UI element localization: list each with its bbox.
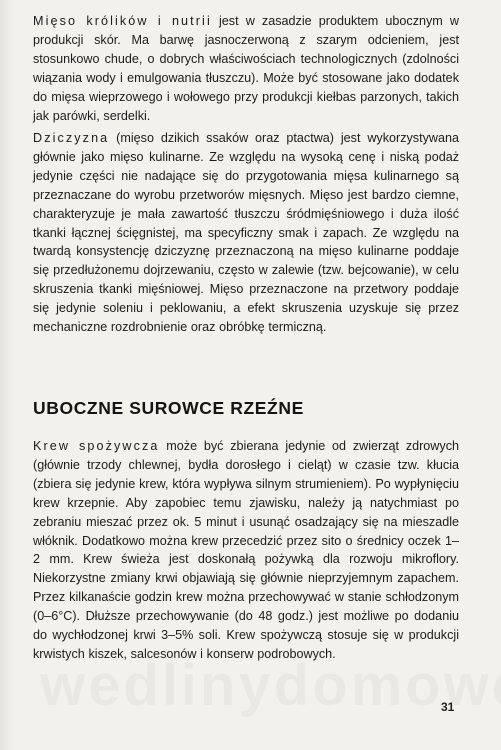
paragraph-lead-term: Dziczyzna (33, 131, 110, 145)
scan-shadow (0, 0, 14, 750)
paragraph-body: może być zbierana jedynie od zwierząt zdrowych (głównie trzody chlewnej, bydła dorosłego i cieląt) w czasie tzw. kłucia (zbiera się jedynie krew, która wypływa silnym strumieniem). Po wypłynięciu krew krzepnie. Aby zapobiec temu zjawisku, należy ją natychmiast po zebraniu mieszać przez ok. 5 minut i usunąć osadzający się na mieszadle włóknik. Dodatkowo można krew przecedzić przez sito o średnicy oczek 1–2 mm. Krew świeża jest doskonałą pożywką dla rozwoju mikroflory. Niekorzystne zmiany krwi objawiają się głównie nieprzyjemnym zapachem. Przez kilkanaście godzin krew można przechowywać w stanie schłodzonym (0–6°C). Dłuższe przechowywanie (do 48 godz.) jest możliwe po dodaniu do wychłodzonej krwi 3–5% soli. Krew spożywczą stosuje się w produkcji krwistych kiszek, salcesonów i konserw podrobowych. (33, 439, 460, 661)
watermark (40, 652, 501, 719)
paragraph-game-meat (33, 129, 459, 337)
paragraph-body: jest w zasadzie produktem ubocznym w produkcji skór. Ma barwę jasnoczerwoną z szarym odcieniem, jest stosunkowo chude, o dobrych właściwościach technologicznych (zdolności wiązania wody i emulgowania tłuszczu). Może być stosowane jako dodatek do mięsa wieprzowego i wołowego przy produkcji kiełbas parzonych, takich jak parówki, serdelki. (33, 14, 459, 123)
paragraph-lead-term: Krew spożywcza (33, 439, 160, 453)
paragraph-lead-term: Mięso królików i nutrii (33, 14, 212, 28)
paragraph-body: (mięso dzikich ssaków oraz ptactwa) jest wykorzystywana głównie jako mięso kulinarne. Ze względu na wysoką cenę i niską podaż jedynie części nie nadające się do przygotowania mięsa kulinarnego są przeznaczane do wyrobu przetworów mięsnych. Mięso jest bardzo ciemne, charakteryzuje je mała zawartość tłuszczu śródmięśniowego i duża ilość tkanki łącznej ścięgnistej, ma specyficzny smak i zapach. Ze względu na twardą konsystencję dziczyznę przeznaczoną na mięso kulinarne poddaje się przedłużonemu dojrzewaniu, często w zalewie (tzw. bejcowanie), w celu skruszenia tkanki mięśniowej. Mięso przeznaczone na przetwory poddaje się jedynie soleniu i peklowaniu, a efekt skruszenia uzyskuje się przez mechaniczne rozdrobnienie oraz obróbkę termiczną. (33, 131, 459, 335)
page-number: 31 (441, 700, 455, 714)
paragraph-rabbit-nutria-meat (33, 0, 459, 125)
paragraph-edible-blood (33, 437, 459, 664)
section-heading: UBOCZNE SUROWCE RZEŹNE (33, 398, 304, 418)
